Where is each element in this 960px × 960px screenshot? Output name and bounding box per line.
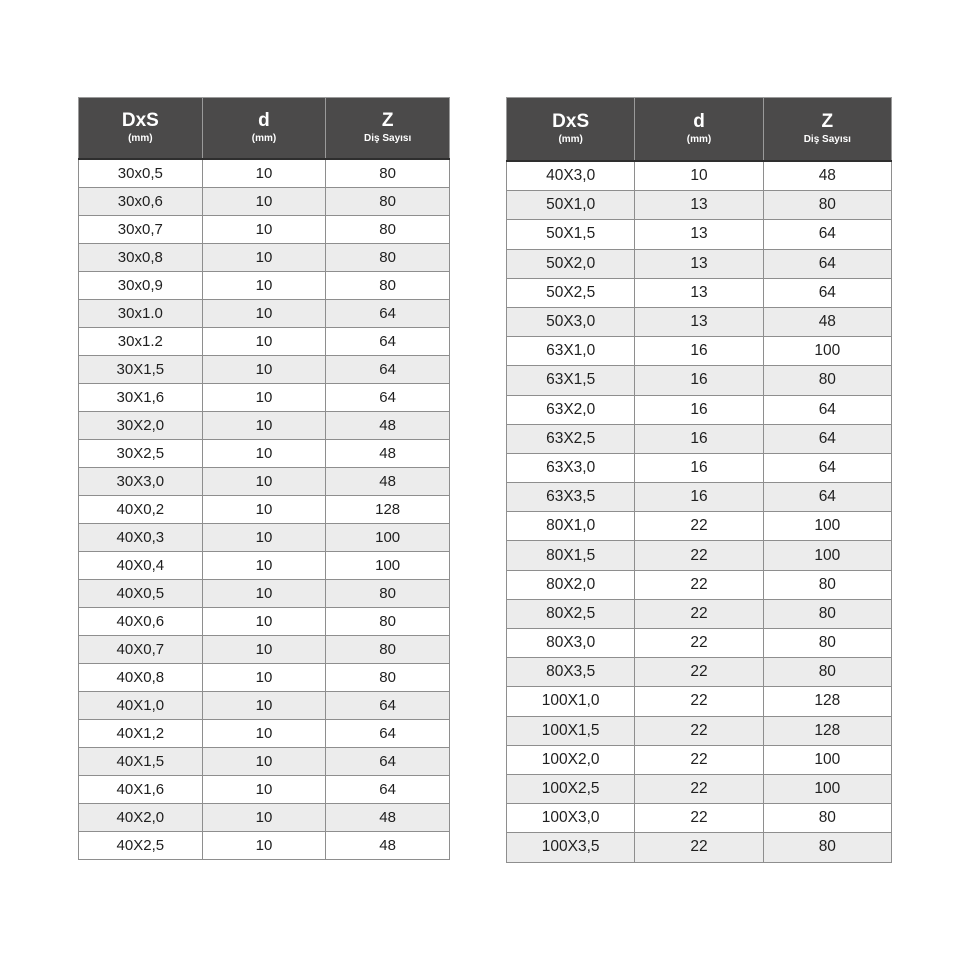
table-row — [79, 524, 450, 552]
header-d-unit: (mm) — [251, 133, 277, 145]
cell-d: 16 — [635, 337, 763, 366]
table-row — [507, 337, 892, 366]
spec-table-right — [506, 97, 892, 863]
table-row — [79, 468, 450, 496]
cell-z: 80 — [326, 580, 450, 608]
table-row — [79, 832, 450, 860]
cell-dxs: 80X1,0 — [507, 512, 635, 541]
cell-d: 10 — [202, 216, 326, 244]
table-row — [507, 687, 892, 716]
cell-z: 80 — [326, 159, 450, 188]
table-row — [507, 541, 892, 570]
cell-dxs: 30x0,9 — [79, 272, 203, 300]
cell-z: 100 — [763, 512, 891, 541]
cell-dxs: 63X3,0 — [507, 453, 635, 482]
spec-table-left — [78, 97, 450, 860]
table-row — [79, 664, 450, 692]
cell-z: 48 — [763, 307, 891, 336]
cell-dxs: 80X1,5 — [507, 541, 635, 570]
cell-d: 22 — [635, 774, 763, 803]
table-row — [507, 249, 892, 278]
cell-d: 10 — [202, 159, 326, 188]
cell-z: 80 — [763, 658, 891, 687]
table-header — [79, 98, 450, 160]
header-dxs-title: DxS — [552, 111, 590, 133]
cell-d: 10 — [202, 244, 326, 272]
cell-z: 80 — [326, 216, 450, 244]
cell-d: 10 — [202, 804, 326, 832]
cell-d: 10 — [635, 161, 763, 191]
cell-dxs: 40X1,0 — [79, 692, 203, 720]
cell-dxs: 50X2,5 — [507, 278, 635, 307]
cell-z: 100 — [326, 524, 450, 552]
cell-z: 80 — [326, 244, 450, 272]
cell-dxs: 100X1,5 — [507, 716, 635, 745]
cell-z: 64 — [326, 692, 450, 720]
cell-z: 64 — [326, 776, 450, 804]
cell-d: 10 — [202, 580, 326, 608]
cell-z: 48 — [763, 161, 891, 191]
cell-dxs: 30X2,5 — [79, 440, 203, 468]
cell-z: 64 — [763, 220, 891, 249]
cell-dxs: 40X1,6 — [79, 776, 203, 804]
table-row — [507, 424, 892, 453]
cell-dxs: 40X0,2 — [79, 496, 203, 524]
cell-dxs: 30X1,6 — [79, 384, 203, 412]
table-row — [507, 483, 892, 512]
table-row — [79, 412, 450, 440]
header-z — [326, 98, 450, 160]
table-row — [507, 191, 892, 220]
cell-d: 10 — [202, 496, 326, 524]
cell-d: 16 — [635, 366, 763, 395]
cell-dxs: 50X2,0 — [507, 249, 635, 278]
table-row — [79, 580, 450, 608]
table-row — [79, 272, 450, 300]
cell-dxs: 40X2,0 — [79, 804, 203, 832]
cell-d: 22 — [635, 570, 763, 599]
cell-dxs: 40X1,2 — [79, 720, 203, 748]
cell-dxs: 40X0,3 — [79, 524, 203, 552]
header-z — [763, 98, 891, 162]
cell-z: 100 — [326, 552, 450, 580]
table-body — [507, 161, 892, 862]
cell-dxs: 100X2,5 — [507, 774, 635, 803]
cell-dxs: 100X1,0 — [507, 687, 635, 716]
cell-z: 128 — [326, 496, 450, 524]
cell-z: 128 — [763, 716, 891, 745]
cell-dxs: 100X3,5 — [507, 833, 635, 862]
table-row — [507, 220, 892, 249]
cell-z: 64 — [326, 300, 450, 328]
cell-z: 80 — [326, 636, 450, 664]
cell-dxs: 30X2,0 — [79, 412, 203, 440]
cell-dxs: 40X1,5 — [79, 748, 203, 776]
cell-z: 100 — [763, 337, 891, 366]
cell-z: 64 — [763, 483, 891, 512]
cell-d: 10 — [202, 608, 326, 636]
cell-d: 22 — [635, 687, 763, 716]
cell-z: 80 — [763, 366, 891, 395]
cell-d: 10 — [202, 748, 326, 776]
table-row — [79, 692, 450, 720]
cell-d: 13 — [635, 278, 763, 307]
cell-d: 10 — [202, 636, 326, 664]
cell-dxs: 30X1,5 — [79, 356, 203, 384]
table-row — [79, 188, 450, 216]
cell-z: 80 — [763, 629, 891, 658]
table-row — [79, 328, 450, 356]
cell-d: 10 — [202, 776, 326, 804]
header-d-title: d — [258, 110, 270, 132]
cell-z: 48 — [326, 440, 450, 468]
cell-d: 10 — [202, 664, 326, 692]
cell-dxs: 63X1,0 — [507, 337, 635, 366]
table-row — [507, 453, 892, 482]
table-row — [507, 774, 892, 803]
cell-d: 22 — [635, 745, 763, 774]
cell-z: 64 — [763, 453, 891, 482]
cell-z: 64 — [763, 424, 891, 453]
cell-d: 13 — [635, 191, 763, 220]
cell-z: 48 — [326, 468, 450, 496]
header-z-title: Z — [381, 110, 394, 132]
cell-dxs: 40X2,5 — [79, 832, 203, 860]
header-d — [202, 98, 326, 160]
cell-z: 64 — [763, 395, 891, 424]
table-row — [79, 608, 450, 636]
header-dxs-unit: (mm) — [558, 134, 583, 146]
cell-z: 48 — [326, 412, 450, 440]
cell-z: 64 — [763, 249, 891, 278]
table-row — [79, 720, 450, 748]
cell-d: 10 — [202, 300, 326, 328]
cell-d: 16 — [635, 424, 763, 453]
header-d — [635, 98, 763, 162]
cell-d: 10 — [202, 832, 326, 860]
cell-dxs: 30x0,7 — [79, 216, 203, 244]
table-row — [507, 804, 892, 833]
cell-dxs: 50X3,0 — [507, 307, 635, 336]
table-row — [79, 748, 450, 776]
cell-d: 10 — [202, 384, 326, 412]
cell-dxs: 100X3,0 — [507, 804, 635, 833]
cell-d: 10 — [202, 692, 326, 720]
cell-d: 10 — [202, 188, 326, 216]
table-row — [79, 552, 450, 580]
cell-z: 64 — [763, 278, 891, 307]
table-row — [79, 384, 450, 412]
cell-dxs: 40X0,4 — [79, 552, 203, 580]
table-row — [507, 658, 892, 687]
table-row — [507, 833, 892, 862]
cell-dxs: 63X1,5 — [507, 366, 635, 395]
cell-z: 80 — [763, 804, 891, 833]
table-row — [507, 278, 892, 307]
cell-dxs: 50X1,5 — [507, 220, 635, 249]
table-row — [507, 716, 892, 745]
cell-d: 10 — [202, 468, 326, 496]
cell-z: 80 — [326, 272, 450, 300]
cell-dxs: 40X0,6 — [79, 608, 203, 636]
table-row — [507, 395, 892, 424]
cell-dxs: 40X3,0 — [507, 161, 635, 191]
cell-z: 80 — [763, 833, 891, 862]
cell-dxs: 63X2,5 — [507, 424, 635, 453]
header-row — [79, 98, 450, 160]
cell-d: 13 — [635, 220, 763, 249]
cell-d: 10 — [202, 272, 326, 300]
table-row — [79, 159, 450, 188]
cell-d: 22 — [635, 716, 763, 745]
cell-d: 22 — [635, 599, 763, 628]
cell-dxs: 50X1,0 — [507, 191, 635, 220]
cell-z: 100 — [763, 541, 891, 570]
header-z-unit: Diş Sayısı — [364, 133, 412, 145]
cell-z: 64 — [326, 748, 450, 776]
header-d-title: d — [693, 111, 705, 133]
table-row — [79, 356, 450, 384]
cell-z: 80 — [763, 191, 891, 220]
table-row — [507, 366, 892, 395]
cell-dxs: 80X3,0 — [507, 629, 635, 658]
cell-z: 80 — [763, 599, 891, 628]
cell-dxs: 30X3,0 — [79, 468, 203, 496]
cell-dxs: 40X0,7 — [79, 636, 203, 664]
cell-dxs: 30x0,8 — [79, 244, 203, 272]
cell-d: 10 — [202, 440, 326, 468]
cell-z: 48 — [326, 804, 450, 832]
cell-d: 10 — [202, 720, 326, 748]
cell-z: 64 — [326, 328, 450, 356]
cell-d: 22 — [635, 541, 763, 570]
table-row — [79, 440, 450, 468]
cell-d: 22 — [635, 804, 763, 833]
cell-d: 16 — [635, 453, 763, 482]
cell-z: 80 — [763, 570, 891, 599]
table-row — [507, 629, 892, 658]
cell-dxs: 100X2,0 — [507, 745, 635, 774]
table-row — [79, 244, 450, 272]
cell-z: 128 — [763, 687, 891, 716]
table-row — [507, 570, 892, 599]
header-dxs-title: DxS — [121, 110, 159, 132]
table-row — [79, 496, 450, 524]
cell-d: 22 — [635, 833, 763, 862]
cell-d: 16 — [635, 395, 763, 424]
cell-d: 16 — [635, 483, 763, 512]
cell-dxs: 40X0,8 — [79, 664, 203, 692]
table-body — [79, 159, 450, 860]
cell-dxs: 30x1.2 — [79, 328, 203, 356]
table-row — [79, 804, 450, 832]
header-dxs — [507, 98, 635, 162]
table-row — [507, 512, 892, 541]
table-row — [507, 599, 892, 628]
cell-z: 100 — [763, 774, 891, 803]
cell-d: 10 — [202, 328, 326, 356]
cell-d: 22 — [635, 512, 763, 541]
cell-dxs: 80X2,0 — [507, 570, 635, 599]
cell-d: 10 — [202, 412, 326, 440]
cell-z: 64 — [326, 720, 450, 748]
header-z-unit: Diş Sayısı — [803, 134, 851, 146]
header-z-title: Z — [821, 111, 834, 133]
table-row — [79, 300, 450, 328]
cell-d: 10 — [202, 524, 326, 552]
table-row — [507, 307, 892, 336]
header-d-unit: (mm) — [686, 134, 712, 146]
cell-dxs: 63X3,5 — [507, 483, 635, 512]
cell-d: 13 — [635, 249, 763, 278]
cell-dxs: 30x0,6 — [79, 188, 203, 216]
cell-d: 22 — [635, 629, 763, 658]
table-row — [507, 745, 892, 774]
header-dxs — [79, 98, 203, 160]
cell-dxs: 30x0,5 — [79, 159, 203, 188]
table-row — [79, 776, 450, 804]
cell-z: 80 — [326, 188, 450, 216]
cell-dxs: 30x1.0 — [79, 300, 203, 328]
cell-d: 10 — [202, 356, 326, 384]
cell-z: 64 — [326, 356, 450, 384]
cell-z: 64 — [326, 384, 450, 412]
cell-dxs: 80X3,5 — [507, 658, 635, 687]
cell-z: 80 — [326, 608, 450, 636]
cell-d: 10 — [202, 552, 326, 580]
cell-dxs: 40X0,5 — [79, 580, 203, 608]
header-dxs-unit: (mm) — [128, 133, 153, 145]
cell-z: 100 — [763, 745, 891, 774]
cell-d: 22 — [635, 658, 763, 687]
cell-dxs: 63X2,0 — [507, 395, 635, 424]
header-row — [507, 98, 892, 162]
table-row — [507, 161, 892, 191]
cell-d: 13 — [635, 307, 763, 336]
table-row — [79, 216, 450, 244]
cell-z: 48 — [326, 832, 450, 860]
cell-z: 80 — [326, 664, 450, 692]
table-header — [507, 98, 892, 162]
table-row — [79, 636, 450, 664]
cell-dxs: 80X2,5 — [507, 599, 635, 628]
